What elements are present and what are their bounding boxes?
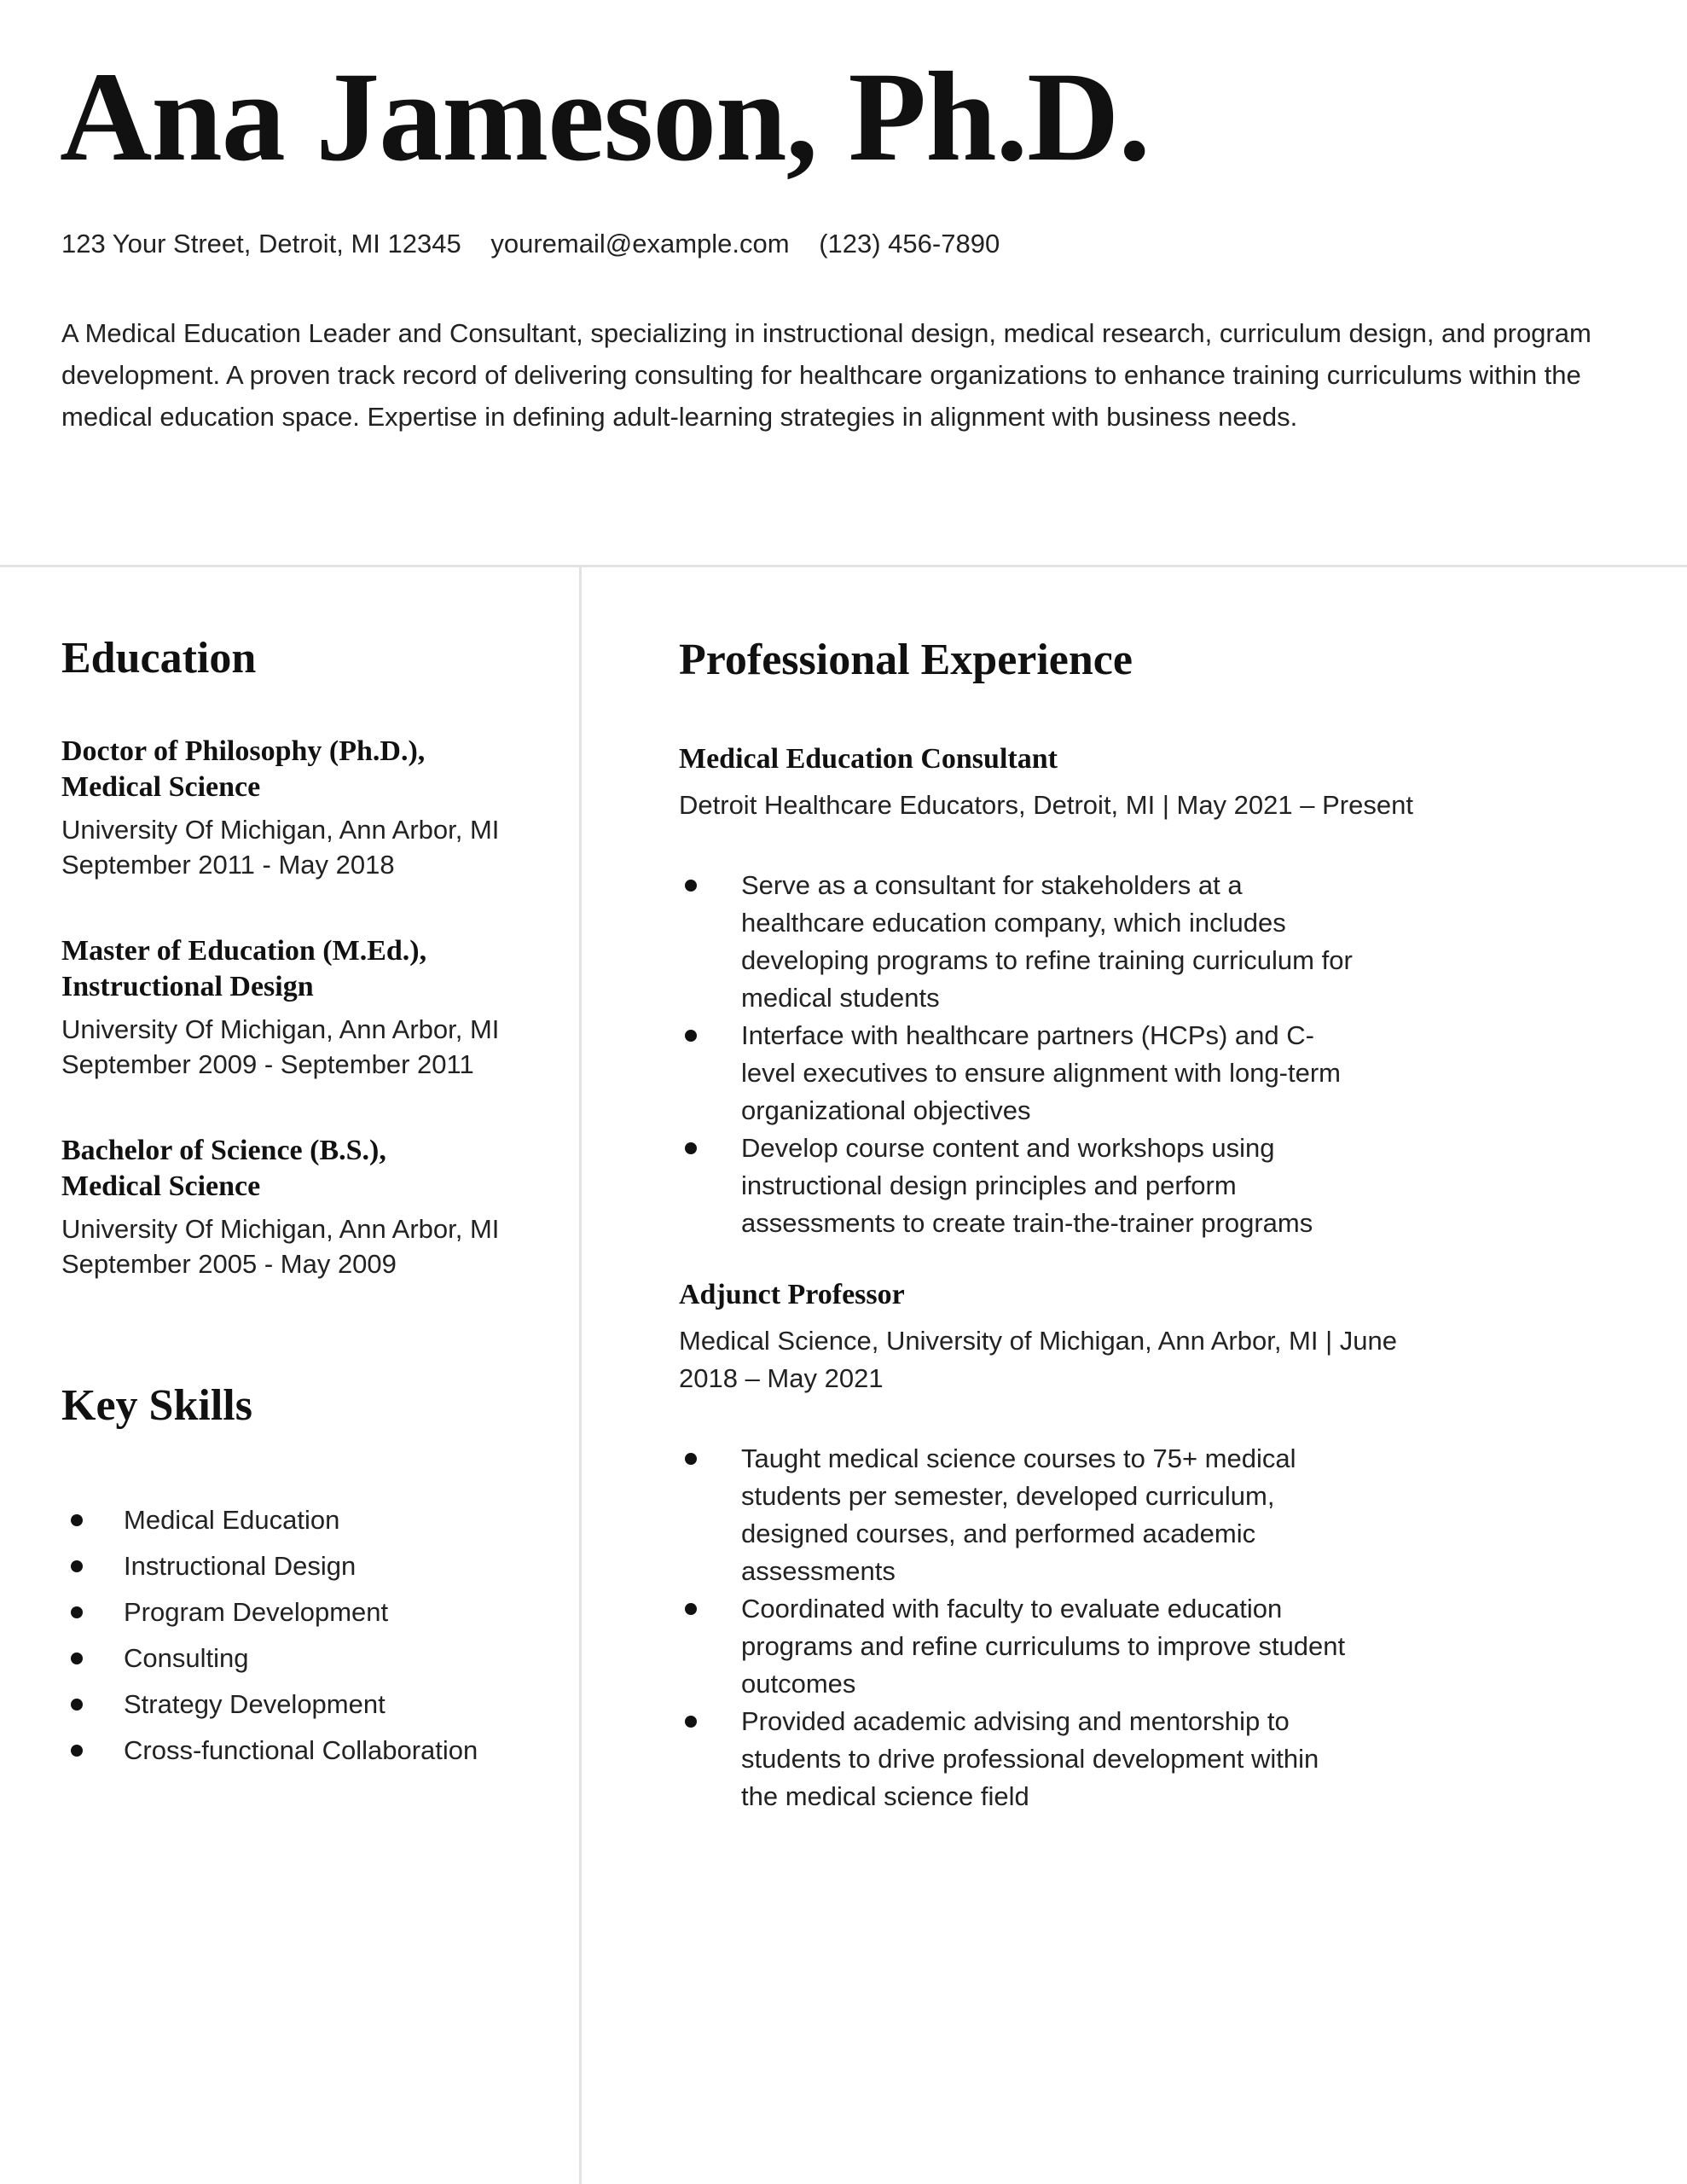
job-entry [679, 1276, 1532, 1815]
job-bullet: Coordinated with faculty to evaluate education programs and refine curriculums to improve student outcomes [679, 1590, 1355, 1703]
dates: September 2005 - May 2009 [61, 1249, 397, 1279]
bullet-icon [71, 1699, 83, 1711]
education-item [61, 1133, 565, 1281]
summary: A Medical Education Leader and Consultant, specializing in instructional design, medical research, curriculum design, and program development. A proven track record of delivering consulting for healthcare organizations to enhance training curriculums within the medical education space. Expertise in defining adult-learning strategies in alignment with business needs. [61, 318, 1591, 432]
school: University Of Michigan, Ann Arbor, MI [61, 1214, 500, 1244]
skill-item: Instructional Design [61, 1543, 478, 1589]
education-item [61, 933, 565, 1082]
job-bullet: Provided academic advising and mentorship to students to drive professional development within the medical science field [679, 1703, 1355, 1815]
job-bullets [679, 1440, 1532, 1815]
field: Medical Science [61, 1170, 261, 1202]
skill-item: Cross-functional Collaboration [61, 1728, 478, 1774]
bullet-icon [71, 1653, 83, 1664]
candidate-name: Ana Jameson, Ph.D. [60, 46, 1150, 188]
field: Medical Science [61, 771, 261, 803]
experience-heading: Professional Experience [679, 636, 1133, 684]
bullet-icon [71, 1745, 83, 1757]
skill-item: Consulting [61, 1635, 478, 1682]
vertical-divider [579, 566, 582, 2184]
degree: Doctor of Philosophy (Ph.D.), [61, 735, 426, 767]
bullet-icon [685, 1453, 697, 1465]
job-bullet: Serve as a consultant for stakeholders at a healthcare education company, which includes developing programs to refine training curriculum for medical students [679, 867, 1355, 1017]
skills-heading: Key Skills [61, 1381, 252, 1430]
school: University Of Michigan, Ann Arbor, MI [61, 1014, 500, 1044]
skill-item: Program Development [61, 1589, 478, 1635]
job-company: Medical Science, University of Michigan, Ann Arbor, MI | June 2018 – May 2021 [679, 1326, 1397, 1393]
email: youremail@example.com [490, 229, 790, 258]
education-item [61, 734, 565, 882]
job-title: Medical Education Consultant [679, 743, 1058, 775]
degree: Bachelor of Science (B.S.), [61, 1135, 386, 1166]
skills-list [61, 1497, 478, 1774]
bullet-icon [685, 1603, 697, 1615]
degree: Master of Education (M.Ed.), [61, 935, 427, 967]
bullet-icon [685, 880, 697, 892]
job-company: Detroit Healthcare Educators, Detroit, MI | May 2021 – Present [679, 790, 1413, 820]
job-bullet: Taught medical science courses to 75+ medical students per semester, developed curriculum, designed courses, and performed academic assessments [679, 1440, 1355, 1590]
job-bullets [679, 867, 1532, 1242]
bullet-icon [685, 1030, 697, 1042]
field: Instructional Design [61, 971, 314, 1002]
job-bullet: Interface with healthcare partners (HCPs) and C-level executives to ensure alignment with long-term organizational objectives [679, 1017, 1355, 1130]
phone: (123) 456-7890 [819, 229, 1000, 258]
skill-item: Medical Education [61, 1497, 478, 1543]
horizontal-divider [0, 565, 1687, 567]
contact-info [61, 229, 1022, 259]
dates: September 2009 - September 2011 [61, 1049, 474, 1079]
bullet-icon [685, 1142, 697, 1154]
job-bullet: Develop course content and workshops using instructional design principles and perform assessments to create train-the-trainer programs [679, 1130, 1355, 1242]
bullet-icon [71, 1514, 83, 1526]
dates: September 2011 - May 2018 [61, 850, 395, 880]
education-heading: Education [61, 634, 257, 682]
bullet-icon [685, 1716, 697, 1728]
bullet-icon [71, 1606, 83, 1618]
job-entry [679, 741, 1532, 1242]
job-title: Adjunct Professor [679, 1279, 905, 1310]
bullet-icon [71, 1560, 83, 1572]
school: University Of Michigan, Ann Arbor, MI [61, 815, 500, 845]
skill-item: Strategy Development [61, 1682, 478, 1728]
address: 123 Your Street, Detroit, MI 12345 [61, 229, 461, 258]
